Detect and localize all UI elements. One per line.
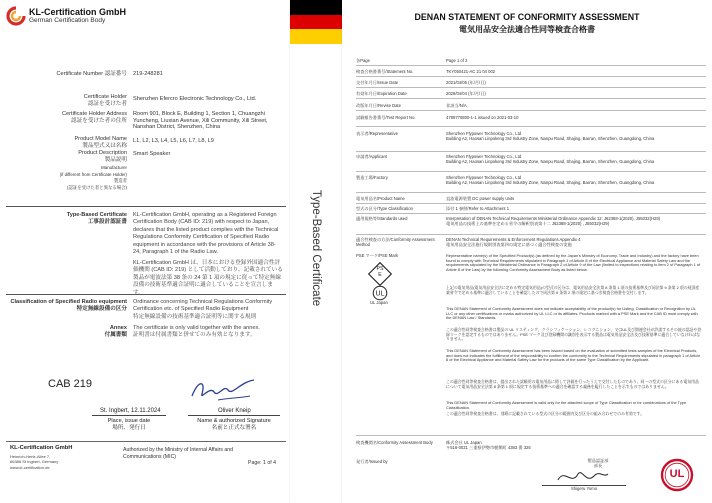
classification-value: Ordinance concerning Technical Regulations Conformity Certification etc. of Specified Radio Equipment 特定無線設備の技術基準適合証明等に関する規則 xyxy=(133,299,273,320)
paragraph: This DENAN Statement of Conformity Assessment does not indicate acceptability of the product(s) for Listing, Classification or Recognition by UL LLC or any other certifications or marks authorized by UL LLC or its affiliates. Products marked with a PSE Mark and the CAB ID must comply with the DENAN Law / Standards. xyxy=(446,306,698,321)
field-label-manufacturer: Manufacturer (if different from Certificate Holder) 製造者 (認証を受けた者と異なる場合) xyxy=(59,165,127,190)
field-label-cert-number: Certificate Number 認証番号 xyxy=(56,71,127,77)
flag-stripe-black xyxy=(290,0,342,15)
row-value: TKY050421-AC 21 04 002 xyxy=(446,69,496,74)
footer-divider xyxy=(6,441,286,442)
body-value: 株式会社 UL Japan 〒516-0021 三重県伊勢市朝熊町 4383 番 326 xyxy=(446,440,531,450)
paragraph: Representative name(s) of the Specified Product(s) (as defined by the Japan's Ministry of Economy, Trade and Industry) and the factory have been found to comply with Technical Requirements stipulated in Paragraph 1 of Article 8 of the Electrical Appliance and Material Safety Law and the requirements stipulated by the Ministerial Ordinance in Paragraph 2 of Article 9 of the Law (limited to inspections relating to item 2 of Paragraph 1 of Article 8 of the Law) by the following Conformity Assessment Body as listed below. xyxy=(446,253,701,273)
row-label: 有効年月日/Expiration Date xyxy=(356,91,407,96)
type-based-label: Type-Based Certificate 工事設計認証書 xyxy=(66,212,127,225)
issuer-title: 製品認証部 部長 xyxy=(587,458,609,468)
row-value: Interpretation of DENAN Technical Requirements Ministerial Ordinance Appendix 12: J62368-1(2020), J55032(H29) 電気用品の技術上の基準を定める省令の解釈別表第十二 J62368-1(2020) , J55032(H29) xyxy=(446,216,661,226)
place-date: St. Ingbert, 12.11.2024 xyxy=(100,408,161,414)
row-label: 交付年月日/Issue Date xyxy=(356,80,399,85)
field-value-address: Room 901, Block E, Building 1, Section 1, Chuangzhi Yuncheng, Liuxian Avenue, Xili Community, Xili Street, Nanshan District, Shenzhen, China xyxy=(133,111,268,131)
issued-label: 発行者/Issued by xyxy=(356,459,388,464)
row-label: 各Page xyxy=(356,58,370,63)
row-label: 製造工場/Factory xyxy=(356,175,388,180)
footer-address: Heinrich-Hertz-Allee 7, 66386 St Ingbert, Germany www.kl-certification.de xyxy=(10,454,59,470)
row-value: 添付 1 参照/Refer to Attachment 1 xyxy=(446,206,510,211)
body-label: 検査機関名/Conformity Assessment Body xyxy=(356,440,433,445)
field-value-cert-number: 219-248281 xyxy=(133,71,163,77)
footer-authorized: Authorized by the Ministry of Internal Affairs and Communications (MIC) xyxy=(123,447,234,460)
logo-subtitle: German Certification Body xyxy=(29,17,106,24)
flag-stripe-red xyxy=(290,15,342,29)
row-label: 型式の区分/Type Classification xyxy=(356,206,414,211)
field-value-holder: Shenzhen Efercro Electronic Technology Co., Ltd. xyxy=(133,96,257,102)
paragraph: この適合性同等検査合格書は製品の UL リスティング、クラシフィケーション、レコグニション、又はUL及び関連会社が許諾するその他の認証や登録マークを認定するものではありません。PSE マーク及び登録機関の識別を表示する製品は電気用品安全法及び技術基準に適合していなければなりません。 xyxy=(446,327,702,342)
type-based-en: KL-Certification GmbH, operating as a Registered Foreign Certification Body (CAB ID: 219) with respect to Japan, declares that the listed product complies with the Technical Regulations Conformity Certification of Specified Radio equipment in accordance with the provisions of Article 38-24, Paragraph 1 of the Radio Law. xyxy=(133,212,279,256)
row-value: Shenzhen Flypower Technology Co., Ltd Building A2, Haosan Linpokeng 3rd Industry Zone, Nanpu Road, Shajing, Bao'an, Shenzhen, Guangdong, China xyxy=(446,175,655,185)
row-value: Shenzhen Flypower Technology Co., Ltd Building A2, Haosan Linpokeng 3rd Industry Zone, Nanpu Road, Shajing, Bao'an, Shenzhen, Guangdong, China xyxy=(446,131,655,141)
type-based-jp: KL-Certification GmbH は、日本における登録外国適合性評価機関 (CAB ID: 219) として活動しており、記載されている製品が電波法第 38 条の 24 第 1 項の規定に従って特定無線設備の技術基準適合証明に適合していることを宣言します。 xyxy=(133,260,283,296)
paragraph: この適合性同等検査合格書は、別紙に記載されている型式の区分の範囲内及び区分の組み合わせでのみ有効です。 xyxy=(446,411,645,416)
row-value: 2021/04/05 (年/月/日) xyxy=(446,80,486,85)
ul-logo-text: UL xyxy=(669,468,685,480)
row-value: Page 1 of 2 xyxy=(446,58,468,63)
row-label: 改版年月日/Revise Date xyxy=(356,103,401,108)
divider xyxy=(6,294,286,295)
signature-line xyxy=(188,415,280,416)
spine-title: Type-Based Certificate xyxy=(310,189,322,307)
signer-name: Oliver Kneip xyxy=(218,408,251,414)
pse-symbol: PS E xyxy=(376,266,384,278)
row-value: 非該当/N/A xyxy=(446,103,467,108)
spine-page xyxy=(290,0,342,503)
field-value-model: L1, L2, L3, L4, L5, L6, L7, L8, L9 xyxy=(133,138,214,144)
cab-id: CAB 219 xyxy=(48,378,93,390)
flag-stripe-yellow xyxy=(290,29,342,44)
paragraph: This DENAN Statement of Conformity Assessment is valid only for the attached scope of Type Classification or for combinations of the Type Classification. xyxy=(446,400,687,410)
certificate-page xyxy=(0,0,290,503)
statement-title: DENAN STATEMENT OF CONFORMITY ASSESSMENT xyxy=(414,12,640,22)
ul-small-logo-icon xyxy=(372,285,388,301)
field-label-holder: Certificate Holder 認証を受けた者 xyxy=(83,94,127,107)
place-line xyxy=(92,415,166,416)
row-label: 電気用品名/Product Name xyxy=(356,196,405,201)
signature-icon xyxy=(188,376,258,406)
row-label: 適用規格等/Standards used xyxy=(356,216,408,221)
row-label: 検査合格書番号/Statement No. xyxy=(356,69,414,74)
paragraph: This DENAN Statement of Conformity Assessment has been issued based on the evaluation of submitted tests samples of the Electrical Products, and does not indicates the fulfillment of the responsibility to confirm the conformity to the Technical Requirements stipulated in paragraph 1 of Article 8 of the Electrical Appliance and Material Safety Law for the products of the same Type Classification by the Applicant. xyxy=(446,348,701,363)
statement-title-jp: 電気用品安全法適合性同等検査合格書 xyxy=(459,25,595,34)
row-label: 申請者/Applicant xyxy=(356,154,387,159)
row-label: 適合性検査の方法/Conformity Assessment Method xyxy=(356,237,435,247)
field-label-address: Certificate Holder Address 認証を受けた者の住所 xyxy=(62,111,127,124)
row-value: 4789770800-1-1 issued on 2021-03-10 xyxy=(446,115,519,120)
field-label-description: Product Description 製品説明 xyxy=(78,150,127,163)
divider xyxy=(6,206,286,207)
row-value: Shenzhen Flypower Technology Co., Ltd Building A2, Haosan Linpokeng 3rd Industry Zone, Nanpu Road, Shajing, Bao'an, Shenzhen, Guangdong, China xyxy=(446,154,655,164)
row-value: DENAN Technical Requirements & Enforcement Regulations Appendix 4 電気用品安全法施行規則別表第四の規定に基づく適合性検査の実施 xyxy=(446,237,581,247)
pse-org: UL Japan xyxy=(370,300,388,305)
row-value: 直流電源装置 DC power supply units xyxy=(446,196,515,201)
classification-label: Classification of Specified Radio equipment 特定無線設備の区分 xyxy=(10,299,127,312)
paragraph: この適合性同等検査合格書は、提出された試験用の電気用品に関して評価を行ったうえで交付したものであり、同一の型式の区分にある電気用品について電気用品安全法第 8 条第 1 項に規定する技術基準への適合を確認する義務を履行したことを示すものではありません。 xyxy=(446,379,699,389)
issuer-name: Shigeru Yomo xyxy=(570,486,598,491)
logo-brand: KL-Certification GmbH xyxy=(29,7,127,17)
row-label: 表示者/Representative xyxy=(356,131,398,136)
signer-label: Name & authorized Signature 名前と正式な署名 xyxy=(197,418,271,431)
kl-logo-icon xyxy=(6,6,26,26)
place-date-label: Place, issue date 場所、発行日 xyxy=(107,418,151,431)
paragraph: 上記の電気用品(電気用品安全法に定める特定電気用品)の型式の区分は、電気用品安全法第 8 条第 1 項の技術基準及び同法第 9 条第 2 項の経済産業省令で定める基準に適合していることを確認したので同法第 9 条第 2 項の規定に基づき検査合格書を交付します。 xyxy=(446,285,700,295)
annex-value: The certificate is only valid together with the annex. 証明書は付属書類と併せてのみ有効となります。 xyxy=(133,325,260,339)
footer-page: Page: 1 of 4 xyxy=(248,460,276,466)
svg-text:UL: UL xyxy=(375,290,385,298)
row-value: 2026/04/04 (年/月/日) xyxy=(446,91,486,96)
footer-company: KL-Certification GmbH xyxy=(10,445,73,451)
field-value-description: Smart Speaker xyxy=(133,151,171,157)
pse-mark-label: PSE マーク/PSE Mark xyxy=(356,253,399,258)
denan-statement-page xyxy=(342,0,712,503)
field-label-model: Product Model Name 製品型式又は名称 xyxy=(74,136,127,149)
annex-label: Annex 付属書類 xyxy=(104,325,127,338)
row-label: 試験報告書番号/Test Report No. xyxy=(356,115,416,120)
